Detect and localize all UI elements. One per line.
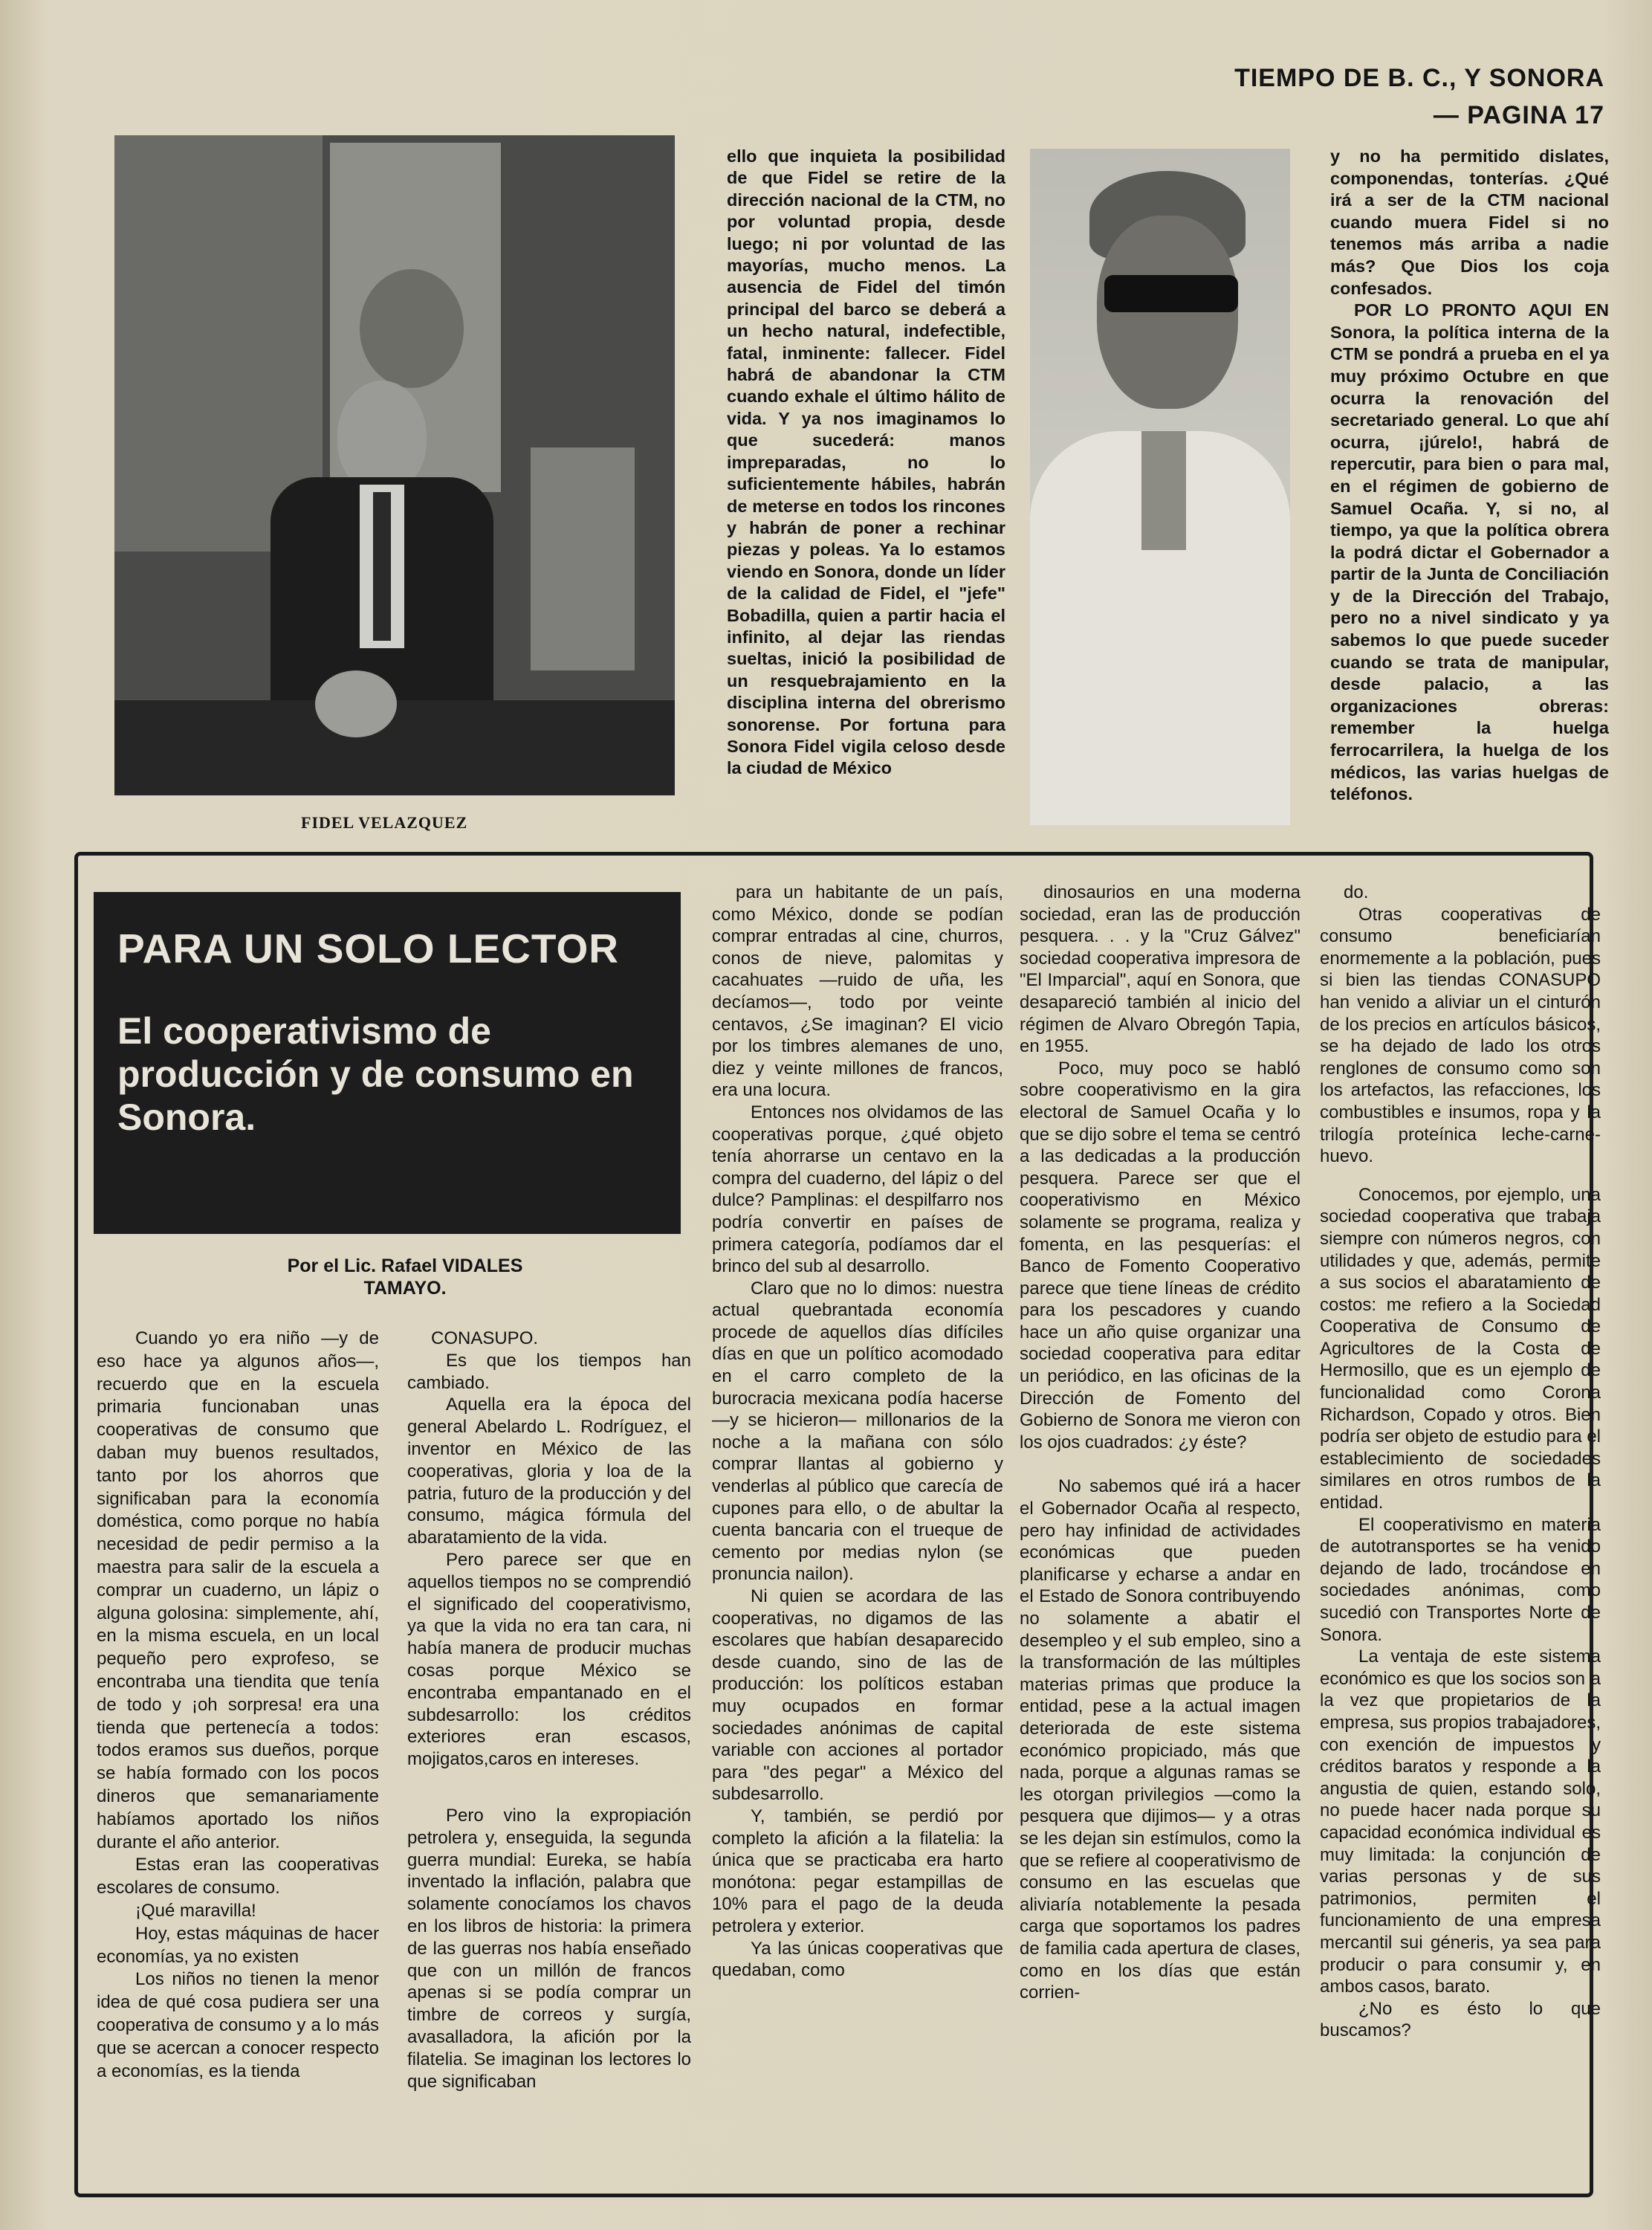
column-article-col4 [1020,882,1300,2004]
section-title: PARA UN SOLO LECTOR [117,925,619,972]
tie [373,492,391,641]
top-article-col1 [727,146,1005,780]
photo-fidel-velazquez [114,135,675,795]
photo-portrait [1030,149,1290,825]
paragraph: Otras cooperativas de consumo beneficiarían enormemente a la población, pues si bien las tiendas CONASUPO han venido a aliviar un el cinturón de los precios en artículos básicos, se ha dejado de lado los otros renglones de consumo como son los artefactos, las refacciones, los combustibles e insumos, ropa y la trilogía proteínica leche-carne-huevo. [1320,904,1601,1167]
paragraph: Pero vino la expropiación petrolera y, enseguida, la segunda guerra mundial: Eureka, se había inventado la inflación, palabra que solamente conocíamos los chavos en los libros de historia: la primera de las guerras nos había enseñado que con un millón de francos apenas si se podía comprar un timbre de correos y surgía, avasalladora, la afición por la filatelia. Se imaginan los lectores lo que significaban [407,1805,691,2092]
paragraph: Ni quien se acordara de las cooperativas, no digamos de las escolares que habían desaparecido desde cuando, sino de las de producción: los políticos estaban muy ocupados en formar sociedades anónimas de capital variable con acciones al portador para "des pegar" a México del subdesarrollo. [712,1586,1003,1805]
paragraph: Estas eran las cooperativas escolares de consumo. [97,1855,379,1898]
paragraph: Y, también, se perdió por completo la afición a la filatelia: la única que se practicaba era harto monótona: pegar estampillas de 10% para el pago de la deuda petrolera y exterior. [712,1806,1003,1936]
paragraph: y no ha permitido dislates, componendas, tonterías. ¿Qué irá a ser de la CTM nacional cuando muera Fidel si no tenemos más arriba a nadie más? Que Dios los coja confesados. [1330,146,1609,298]
person-head [337,381,427,492]
paragraph: El cooperativismo en materia de autotransportes se ha venido dejando de lado, trocándose en sociedades anónimas, como sucedió con Transportes Norte de Sonora. [1320,1514,1601,1645]
portrait-collar [1141,431,1186,550]
desk-object [315,670,397,737]
paragraph: Claro que no lo dimos: nuestra actual quebrantada economía procede de aquellos días difíciles días en que un político acomodado en el carro completo de la burocracia mexicana podía hacerse —y se hicieron— millonarios de la noche a la mañana con sólo comprar llantas al gobierno y venderlas al público que carecía de cupones para ello, o de abultar la cuenta bancaria con el trueque de cemento por medias nylon (se pronuncia nailon). [712,1278,1003,1585]
byline: Por el Lic. Rafael VIDALES TAMAYO. [287,1255,523,1299]
portrait-face [1097,216,1238,409]
portrait-glasses [1104,275,1238,312]
paragraph: La ventaja de este sistema económico es que los socios son a la vez que propietarios de la empresa, sus propios trabajadores, con exención de impuestos y créditos baratos y responde a la angustia de quien, estando solo, no puede hacer nada porque su capacidad económica individual es muy limitada: la conjunción de varias personas y de sus patrimonios, permiten el funcionamiento de una empresa mercantil sui géneris, ya sea para producir o para consumir y, en ambos casos, barato. [1320,1646,1601,1997]
paragraph: Cuando yo era niño —y de eso hace ya algunos años—, recuerdo que en la escuela primaria funcionaban unas cooperativas de consumo que daban muy buenos resultados, tanto por los ahorros que significaban para la economía doméstica, como porque no había necesidad de pedir permiso a la maestra para salir de la escuela a comprar un cuaderno, un lápiz o alguna golosina: simplemente, ahí, en la misma escuela, en un local pequeño pero exprofeso, se encontraba una tiendita que tenía de todo y ¡oh sorpresa! era una tienda que pertenecía a todos: todos eramos sus dueños, porque se había formado con los pocos dineros que semanariamente habíamos aportado los niños durante el año anterior. [97,1328,379,1852]
paragraph: CONASUPO. [431,1328,539,1348]
flag-emblem [360,269,464,388]
paragraph: Entonces nos olvidamos de las cooperativas porque, ¿qué objeto tenía ahorrarse un centavo en la compra del cuaderno, del lápiz o del dulce? Pamplinas: el despilfarro nos podría convertir en países de primera categoría, podíamos dar el brinco del sub al desarrollo. [712,1102,1003,1277]
photo-caption: FIDEL VELAZQUEZ [301,813,468,832]
spacer [407,1771,691,1805]
article-title: El cooperativismo de producción y de consumo en Sonora. [117,1010,634,1138]
paragraph: Conocemos, por ejemplo, una sociedad cooperativa que trabaja siempre con números negros, con utilidades y que, además, permite a sus socios el abaratamiento de costos: me refiero a la Sociedad Cooperativa de Consumo de Agricultores de la Costa de Hermosillo, que es un ejemplo de funcionalidad como Corona Richardson, Copado y otros. Bien podría ser objeto de estudio para el establecimiento de sociedades similares en otros rumbos de la entidad. [1320,1184,1601,1513]
page-number: — PAGINA 17 [1433,101,1604,129]
spacer [1320,1168,1601,1184]
top-article-col2 [1330,146,1609,806]
spacer [1020,1453,1300,1476]
paragraph: Poco, muy poco se habló sobre cooperativismo en la gira electoral de Samuel Ocaña y lo que se dijo sobre el tema se centró a las dedicadas a la producción pesquera. Parece ser que el cooperativismo en México solamente se programa, realiza y fomenta, en las pesquerías: el Banco de Fomento Cooperativo parece que tiene líneas de crédito para los pescadores y cuando hace un año quise organizar una sociedad cooperativa para editar un periódico, en las oficinas de la Dirección de Fomento del Gobierno de Sonora me vieron con los ojos cuadrados: ¿y éste? [1020,1058,1300,1452]
paragraph: No sabemos qué irá a hacer el Gobernador Ocaña al respecto, pero hay infinidad de actividades económicas que pueden planificarse y echarse a andar en el Estado de Sonora contribuyendo no solamente a abatir el desempleo y el sub empleo, sino a la transformación de las múltiples materias primas que produce la entidad, pese a la actual imagen deteriorada de este sistema económico propiciado, más que nada, porque a algunas ramas se les otorgan privilegios —como la pesquera que dijimos— y a otras se les dejan sin estímulos, como la que se refiere al cooperativismo de consumo en las escuelas que aliviaría notablemente la pesada carga que soportamos los padres de familia cada apertura de clases, como en los días que están corrien- [1020,1476,1300,2003]
paragraph: ¿No es ésto lo que buscamos? [1320,1998,1601,2041]
paragraph: Hoy, estas máquinas de hacer economías, ya no existen [97,1923,379,1967]
publication-header: TIEMPO DE B. C., Y SONORA [1234,64,1604,92]
column-article-col2 [407,1328,691,2092]
paragraph: ¡Qué maravilla! [135,1900,256,1921]
paragraph: Ya las únicas cooperativas que quedaban, como [712,1938,1003,1981]
paragraph: Los niños no tienen la menor idea de qué cosa pudiera ser una cooperativa de consumo y a lo más que se acercan a conocer respecto a economías, es la tienda [97,1969,379,2081]
paragraph: Aquella era la época del general Abelardo L. Rodríguez, el inventor en México de las cooperativas, gloria y loa de la patria, futuro de la producción y del consumo, mágica fórmula del abaratamiento de la vida. [407,1394,691,1548]
paragraph: Es que los tiempos han cambiado. [407,1350,691,1393]
paragraph: dinosaurios en una moderna sociedad, eran las de producción pesquera. . . y la "Cruz Gálvez" sociedad cooperativa impresora de "El Imparcial", aquí en Sonora, que desapareció también al inicio del régimen de Alvaro Obregón Tapia, en 1955. [1020,882,1300,1057]
paragraph: do. [1344,882,1369,902]
paragraph: POR LO PRONTO AQUI EN Sonora, la política interna de la CTM se pondrá a prueba en el ya muy próximo Octubre en que ocurra la renovación del secretariado general. Lo que ahí ocurra, ¡júrelo!, habrá de repercutir, para bien o para mal, en el régimen de gobierno de Samuel Ocaña. Y, si no, al tiempo, ya que la política obrera la podrá dictar el Gobernador a partir de la Junta de Conciliación y de la Dirección del Trabajo, pero no a nivel sindicato y ya sabemos lo que puede suceder cuando se trata de manipular, desde palacio, a las organizaciones obreras: remember la huelga ferrocarrilera, la huelga de los médicos, las varias huelgas de teléfonos. [1330,300,1609,804]
title-block [94,892,681,1234]
lamp [531,447,635,670]
paragraph: ello que inquieta la posibilidad de que Fidel se retire de la dirección nacional de la CTM, no por voluntad propia, desde luego; ni por voluntad de las mayorías, mucho menos. La ausencia de Fidel del timón principal del barco se deberá a un hecho natural, indefectible, fatal, inminente: fallecer. Fidel habrá de abandonar la CTM cuando exhale el último hálito de vida. Y ya nos imaginamos lo que sucederá: manos impreparadas, no lo suficientemente hábiles, habrán de meterse en todos los rincones y habrán de poner a rechinar piezas y poleas. Ya lo estamos viendo en Sonora, donde un líder de la calidad de Fidel, el "jefe" Bobadilla, quien a partir hacia el infinito, al dejar las riendas sueltas, inició la posibilidad de un resquebrajamiento en la disciplina interna del obrerismo sonorense. Por fortuna para Sonora Fidel vigila celoso desde la ciudad de México [727,146,1005,778]
column-article-col3 [712,882,1003,1982]
column-article-col5 [1320,882,1601,2042]
paragraph: Pero parece ser que en aquellos tiempos no se comprendió el significado del cooperativismo, ya que la vida no era tan cara, ni había manera de producir muchas cosas porque México se encontraba empantanado en el subdesarrollo: los créditos exteriores eran escasos, mojigatos,caros en intereses. [407,1549,691,1770]
column-article-col1 [97,1328,379,2083]
paragraph: para un habitante de un país, como México, donde se podían comprar entradas al cine, churros, conos de nieve, palomitas y cacahuates —ruido de uña, les decíamos—, todo por veinte centavos, ¿Se imaginan? El vicio por los timbres alemanes de uno, diez y veinte millones de francos, era una locura. [712,882,1003,1101]
